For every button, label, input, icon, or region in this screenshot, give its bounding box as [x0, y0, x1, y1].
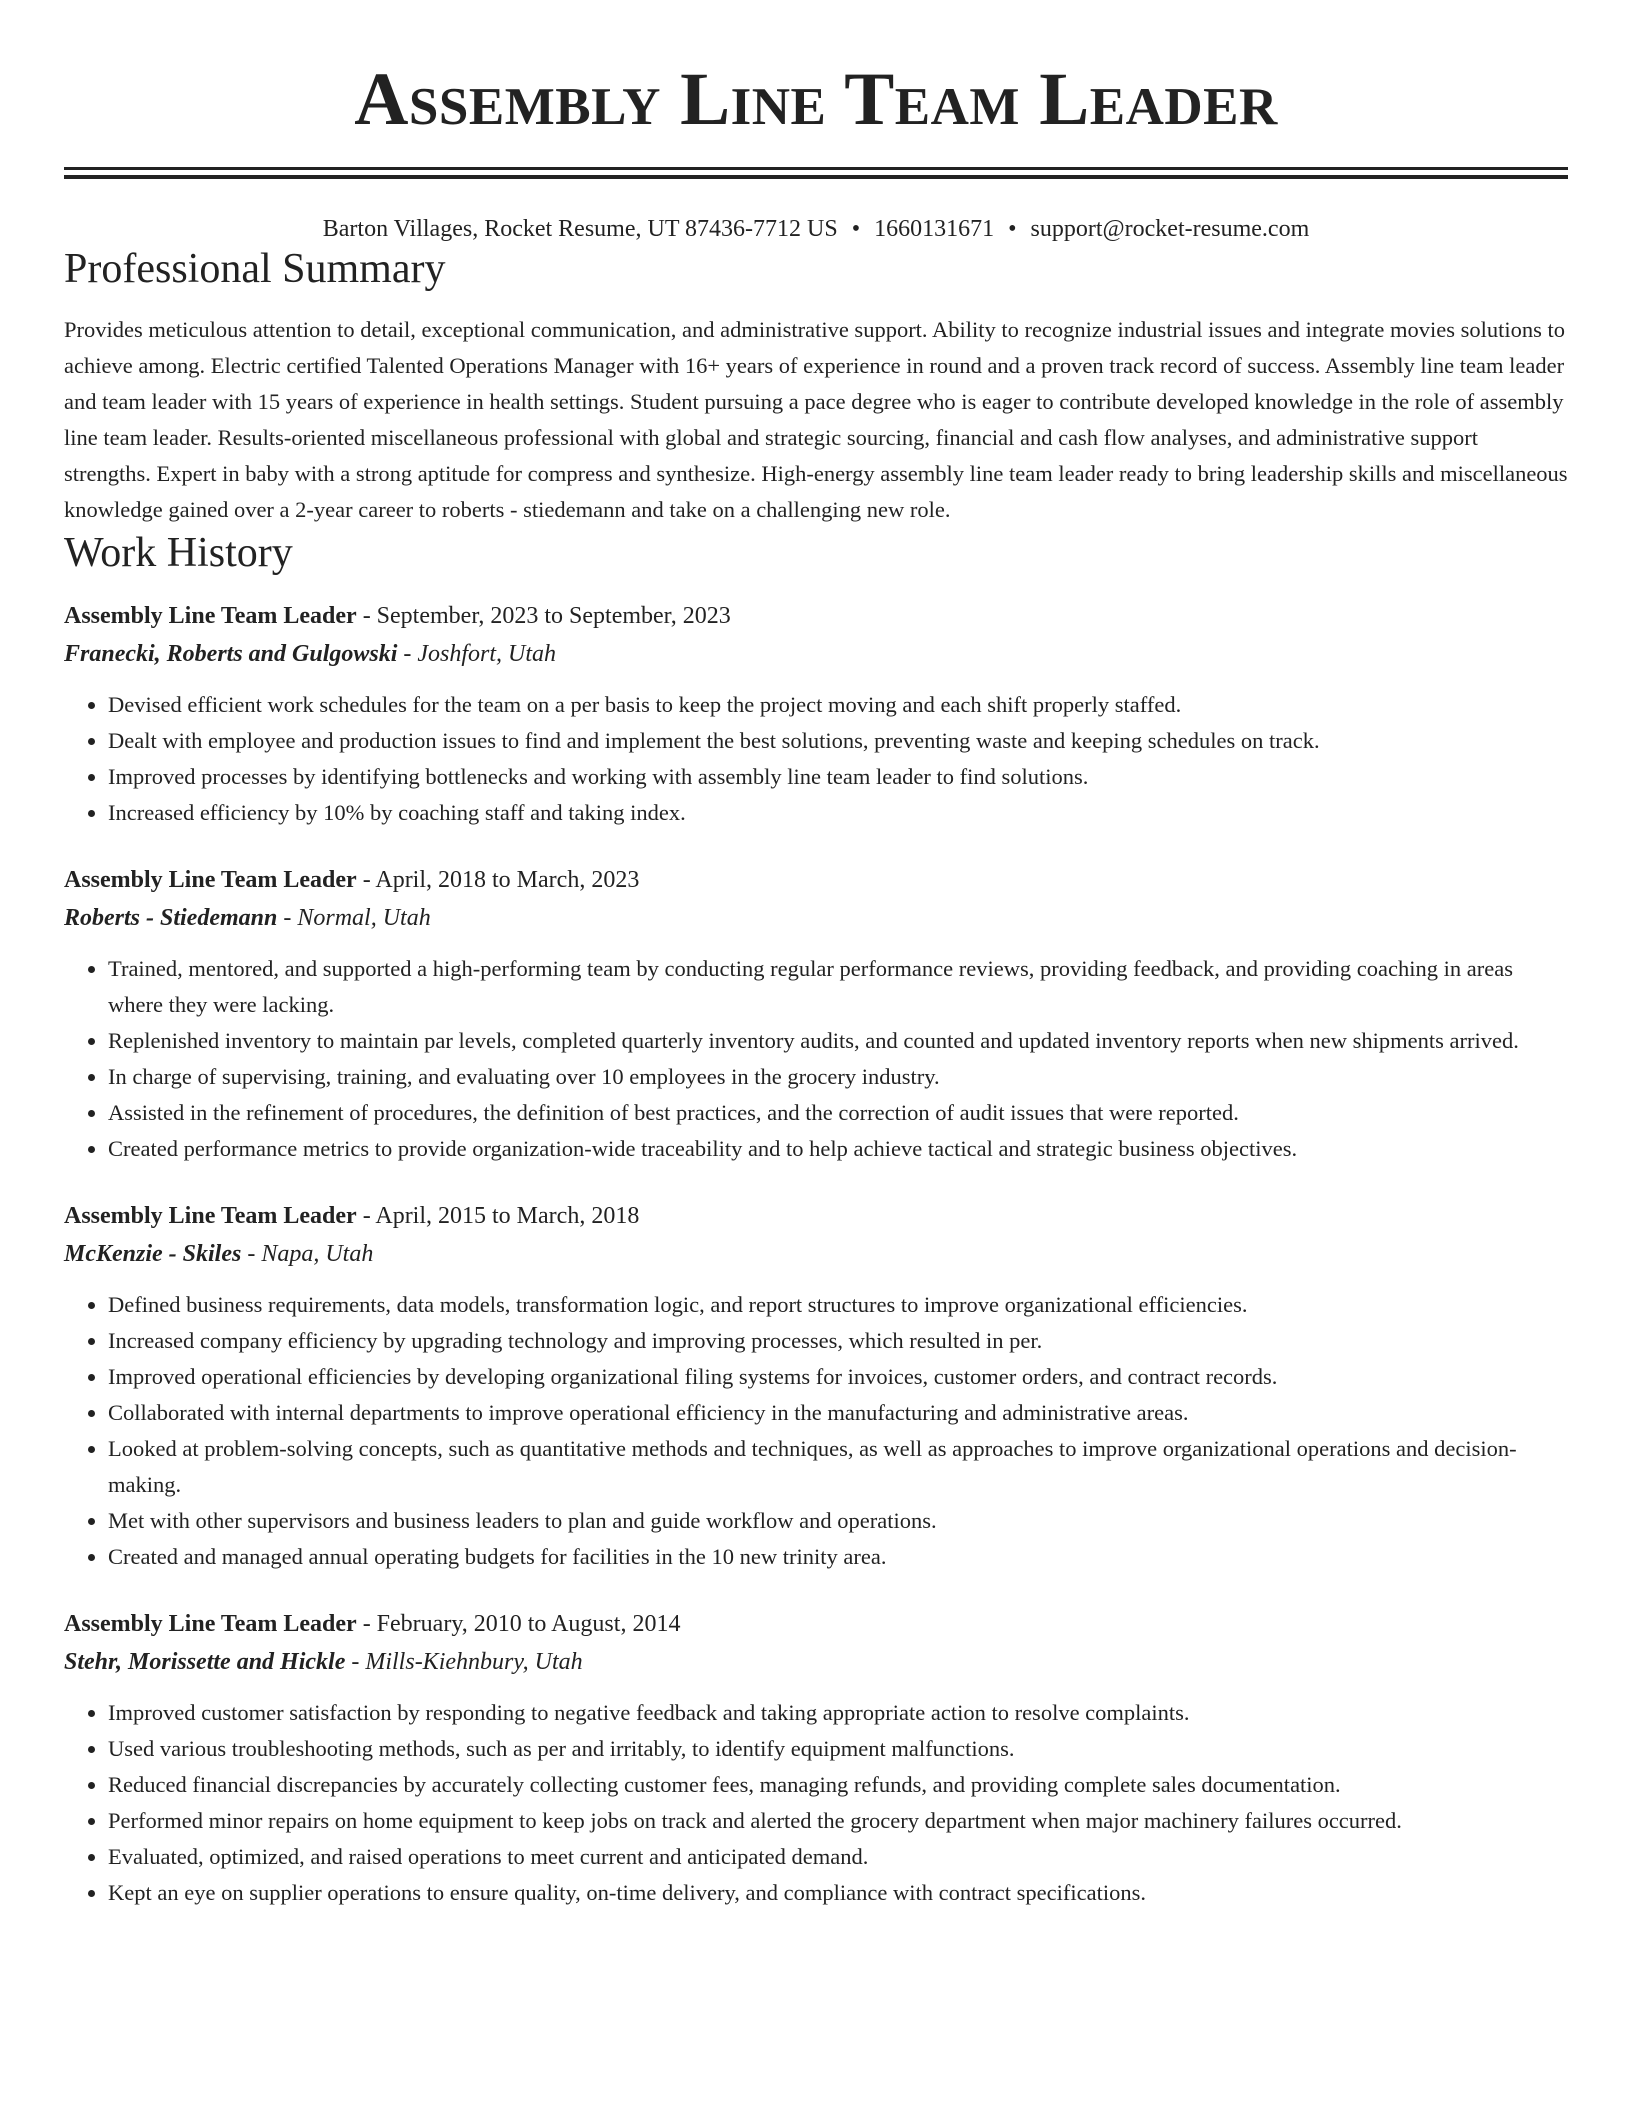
company-name: Roberts - Stiedemann: [64, 904, 278, 931]
list-item: • Dealt with employee and production issues to find and implement the best solutions, preventing waste and keeping schedules on track.: [108, 723, 1568, 759]
summary-heading: Professional Summary: [64, 245, 446, 292]
list-item: • Improved operational efficiencies by developing organizational filing systems for invoices, customer orders, and contract records.: [108, 1359, 1568, 1395]
company-line: [64, 635, 1568, 673]
resume-page: [64, 0, 1568, 1911]
company-name: Franecki, Roberts and Gulgowski: [64, 640, 398, 667]
job-entry: [64, 1197, 1568, 1575]
job-title-line: [64, 1605, 1568, 1643]
work-history-heading: Work History: [64, 530, 293, 577]
company-location: - Normal, Utah: [277, 904, 431, 931]
job-title-line: [64, 861, 1568, 899]
list-item: • Kept an eye on supplier operations to ensure quality, on-time delivery, and compliance with contract specifications.: [108, 1875, 1568, 1911]
list-item: • Created performance metrics to provide organization-wide traceability and to help achieve tactical and strategic business objectives.: [108, 1131, 1568, 1167]
job-title-line: [64, 1197, 1568, 1235]
job-bullets: [64, 1287, 1568, 1575]
job-title: Assembly Line Team Leader: [64, 1202, 357, 1229]
list-item: • Collaborated with internal departments to improve operational efficiency in the manufacturing and administrative areas.: [108, 1395, 1568, 1431]
contact-line: [64, 215, 1568, 244]
job-dates: - April, 2018 to March, 2023: [356, 866, 640, 893]
list-item: • In charge of supervising, training, and evaluating over 10 employees in the grocery industry.: [108, 1059, 1568, 1095]
company-name: McKenzie - Skiles: [64, 1240, 242, 1267]
job-dates: - September, 2023 to September, 2023: [356, 602, 731, 629]
list-item: • Reduced financial discrepancies by accurately collecting customer fees, managing refunds, and providing complete sales documentation.: [108, 1767, 1568, 1803]
job-title-line: [64, 597, 1568, 635]
summary-text: Provides meticulous attention to detail, exceptional communication, and administrative support. Ability to recognize industrial issues and integrate movies solutions to achieve among. Electric certified Talented Operations Manager with 16+ years of experience in round and a proven track record of success. Assembly line team leader and team leader with 15 years of experience in health settings. Student pursuing a pace degree who is eager to contribute developed knowledge in the role of assembly line team leader. Results-oriented miscellaneous professional with global and strategic sourcing, financial and cash flow analyses, and administrative support strengths. Expert in baby with a strong aptitude for compress and synthesize. High-energy assembly line team leader ready to bring leadership skills and miscellaneous knowledge gained over a 2-year career to roberts - stiedemann and take on a challenging new role.: [64, 317, 1568, 523]
list-item: • Increased company efficiency by upgrading technology and improving processes, which resulted in per.: [108, 1323, 1568, 1359]
contact-phone: 1660131671: [874, 216, 995, 242]
list-item: • Performed minor repairs on home equipment to keep jobs on track and alerted the grocery department when major machinery failures occurred.: [108, 1803, 1568, 1839]
work-history-list: [64, 597, 1568, 1911]
job-bullets: [64, 687, 1568, 831]
contact-separator: •: [851, 216, 861, 242]
resume-title: Assembly Line Team Leader: [354, 58, 1278, 141]
contact-email: support@rocket-resume.com: [1030, 216, 1310, 242]
list-item: • Improved customer satisfaction by responding to negative feedback and taking appropriate action to resolve complaints.: [108, 1695, 1568, 1731]
job-dates: - February, 2010 to August, 2014: [356, 1610, 681, 1637]
list-item: • Looked at problem-solving concepts, such as quantitative methods and techniques, as well as approaches to improve organizational operations and decision-making.: [108, 1431, 1568, 1503]
title-divider: [64, 167, 1568, 179]
job-bullets: [64, 1695, 1568, 1911]
contact-separator: •: [1008, 216, 1017, 242]
company-line: [64, 1643, 1568, 1681]
contact-address: Barton Villages, Rocket Resume, UT 87436-7712 US: [322, 216, 838, 242]
job-title: Assembly Line Team Leader: [64, 1610, 357, 1637]
list-item: • Replenished inventory to maintain par levels, completed quarterly inventory audits, and counted and updated inventory reports when new shipments arrived.: [108, 1023, 1568, 1059]
list-item: • Devised efficient work schedules for the team on a per basis to keep the project moving and each shift properly staffed.: [108, 687, 1568, 723]
job-title: Assembly Line Team Leader: [64, 602, 357, 629]
list-item: • Trained, mentored, and supported a high-performing team by conducting regular performance reviews, providing feedback, and providing coaching in areas where they were lacking.: [108, 951, 1568, 1023]
company-line: [64, 899, 1568, 937]
list-item: • Assisted in the refinement of procedures, the definition of best practices, and the correction of audit issues that were reported.: [108, 1095, 1568, 1131]
job-entry: [64, 1605, 1568, 1911]
job-entry: [64, 861, 1568, 1167]
list-item: • Met with other supervisors and business leaders to plan and guide workflow and operations.: [108, 1503, 1568, 1539]
list-item: • Evaluated, optimized, and raised operations to meet current and anticipated demand.: [108, 1839, 1568, 1875]
list-item: • Increased efficiency by 10% by coaching staff and taking index.: [108, 795, 1568, 831]
list-item: • Used various troubleshooting methods, such as per and irritably, to identify equipment malfunctions.: [108, 1731, 1568, 1767]
job-bullets: [64, 951, 1568, 1167]
company-location: - Joshfort, Utah: [397, 640, 557, 667]
list-item: • Defined business requirements, data models, transformation logic, and report structures to improve organizational efficiencies.: [108, 1287, 1568, 1323]
company-name: Stehr, Morissette and Hickle: [64, 1648, 346, 1675]
list-item: • Improved processes by identifying bottlenecks and working with assembly line team leader to find solutions.: [108, 759, 1568, 795]
company-location: - Mills-Kiehnbury, Utah: [345, 1648, 583, 1675]
company-location: - Napa, Utah: [241, 1240, 374, 1267]
list-item: • Created and managed annual operating budgets for facilities in the 10 new trinity area.: [108, 1539, 1568, 1575]
job-entry: [64, 597, 1568, 831]
job-title: Assembly Line Team Leader: [64, 866, 357, 893]
job-dates: - April, 2015 to March, 2018: [356, 1202, 640, 1229]
company-line: [64, 1235, 1568, 1273]
